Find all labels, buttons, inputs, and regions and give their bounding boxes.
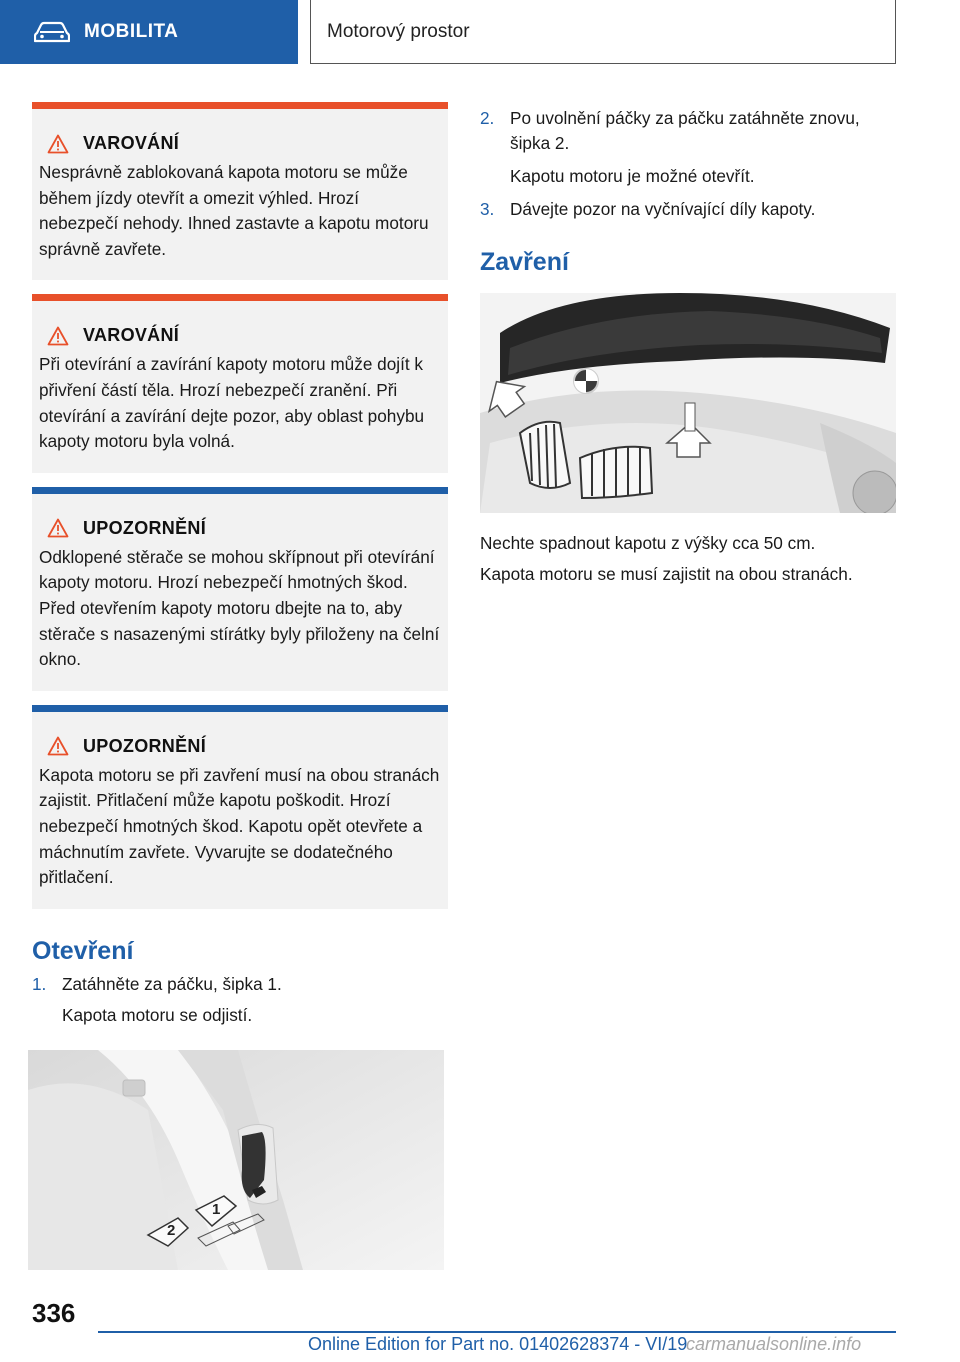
notice-title: VAROVÁNÍ (83, 133, 180, 153)
warning-triangle-icon (47, 134, 69, 154)
left-column (32, 102, 448, 1270)
step-number: 2. (480, 108, 495, 128)
notice-body: Odklopené stěrače se mohou skřípnout při otevírání kapoty motoru. Hrozí nebezpečí hmotných škod. Před otevřením kapoty motoru dbejte na to, aby stěrače s nasazenými stírátky byly přiloženy na čelní okno. (39, 546, 440, 670)
caution-notice-2 (32, 705, 448, 909)
step-2-result: Kapotu motoru je možné otevřít. (510, 166, 755, 186)
chapter-tab-label: MOBILITA (84, 21, 179, 42)
warning-triangle-icon (47, 518, 69, 538)
step-text: Zatáhněte za páčku, šipka 1. (62, 973, 282, 994)
arrow-label-2: 2 (167, 1221, 176, 1239)
step-text: Dávejte pozor na vyčnívající díly kapoty. (510, 199, 816, 219)
heading-opening: Otevření (32, 936, 134, 965)
right-column (480, 102, 896, 587)
footer-divider (98, 1331, 896, 1333)
step-1-result: Kapota motoru se odjistí. (62, 1004, 253, 1025)
hood-release-lever-illustration (28, 1050, 444, 1270)
edition-note: Online Edition for Part no. 01402628374 - VI/19 (308, 1334, 688, 1354)
caution-notice-1 (32, 487, 448, 691)
step-2 (480, 106, 896, 156)
arrow-label-1: 1 (212, 1200, 221, 1218)
heading-closing: Zavření (480, 248, 569, 276)
step-number: 3. (480, 199, 495, 219)
step-1 (32, 972, 448, 997)
warning-triangle-icon (47, 736, 69, 756)
notice-body: Nesprávně zablokovaná kapota motoru se může během jízdy otevřít a omezit výhled. Hrozí nebezpečí nehody. Ihned zastavte a kapotu motoru správně zavřete. (39, 162, 429, 259)
closing-paragraph-1: Nechte spadnout kapotu z výšky cca 50 cm. (480, 533, 816, 553)
notice-body: Při otevírání a zavírání kapoty motoru může dojít k přivření částí těla. Hrozí nebezpečí zranění. Při otevírání a zavírání dejte pozor, aby oblast pohybu kapoty motoru byla volná. (39, 354, 425, 452)
warning-notice-1 (32, 102, 448, 280)
section-title: Motorový prostor (310, 0, 896, 64)
car-icon (34, 21, 70, 43)
notice-body: Kapota motoru se při zavření musí na obou stranách zajistit. Přitlačení může kapotu poškodit. Hrozí nebezpečí hmotných škod. Kapotu opět otevřete a máchnutím zavřete. Vyvarujte se dodatečného přitlačení. (39, 764, 440, 888)
chapter-tab[interactable] (0, 0, 298, 64)
closing-paragraph-2: Kapota motoru se musí zajistit na obou stranách. (480, 564, 853, 584)
warning-triangle-icon (47, 326, 69, 346)
step-number: 1. (32, 973, 47, 994)
watermark: carmanualsonline.info (686, 1334, 862, 1354)
step-3 (480, 197, 896, 222)
notice-title: UPOZORNĚNÍ (83, 517, 207, 538)
notice-title: UPOZORNĚNÍ (83, 735, 207, 756)
step-text: Po uvolnění páčky za páčku zatáhněte znovu, šipka 2. (510, 108, 860, 153)
notice-title: VAROVÁNÍ (83, 325, 180, 346)
warning-notice-2 (32, 294, 448, 472)
page-number: 336 (32, 1298, 76, 1328)
hood-closing-illustration (480, 293, 896, 513)
